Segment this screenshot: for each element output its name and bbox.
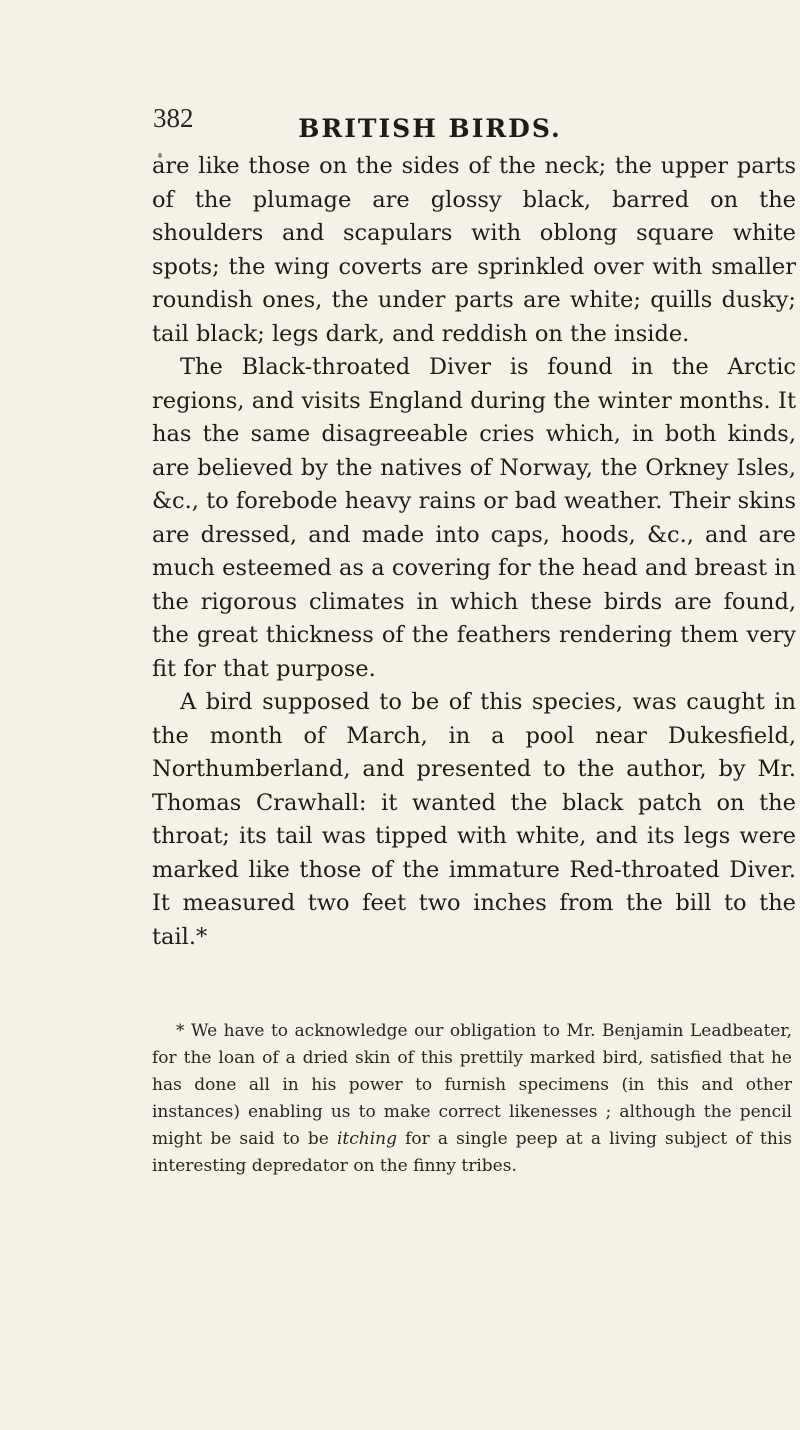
- footnote: [152, 1018, 792, 1180]
- main-text: [152, 150, 796, 954]
- paragraph-plumage: are like those on the sides of the neck; the upper parts of the plumage are glossy black, barred on the shoulders and scapulars with oblong square white spots; the wing coverts are sprinkled over with smaller roundish ones, the under parts are white; quills dusky; tail black; legs dark, and reddish on the inside.: [152, 153, 796, 347]
- footnote-text-before: * We have to acknowledge our obligation to Mr. Benjamin Leadbeater, for the loan of a dried skin of this prettily marked bird, satisfied that he has done all in his power to furnish specimens (in this and other instances) enabling us to make correct likenesses ; although the pencil might be said to be: [152, 1021, 792, 1149]
- footnote-text: [152, 1018, 792, 1180]
- running-title: BRITISH BIRDS.: [298, 114, 562, 143]
- paragraph-specimen: A bird supposed to be of this species, was caught in the month of March, in a pool near Dukesfield, Northumberland, and presented to the author, by Mr. Thomas Crawhall: it wanted the black patch on the throat; its tail was tipped with white, and its legs were marked like those of the immature Red-throated Diver. It measured two feet two inches from the bill to the tail.*: [152, 689, 796, 950]
- paragraph-habitat: The Black-throated Diver is found in the Arctic regions, and visits England during the winter months. It has the same disagreeable cries which, in both kinds, are believed by the natives of Norway, the Orkney Isles, &c., to forebode heavy rains or bad weather. Their skins are dressed, and made into caps, hoods, &c., and are much esteemed as a covering for the head and breast in the rigorous climates in which these birds are found, the great thickness of the feathers rendering them very fit for that purpose.: [152, 354, 796, 682]
- page-number: 382: [153, 103, 194, 133]
- footnote-text-after: for a single peep at a living subject of this interesting depredator on the finny tribes.: [152, 1129, 792, 1176]
- footnote-italic-word: itching: [336, 1129, 397, 1149]
